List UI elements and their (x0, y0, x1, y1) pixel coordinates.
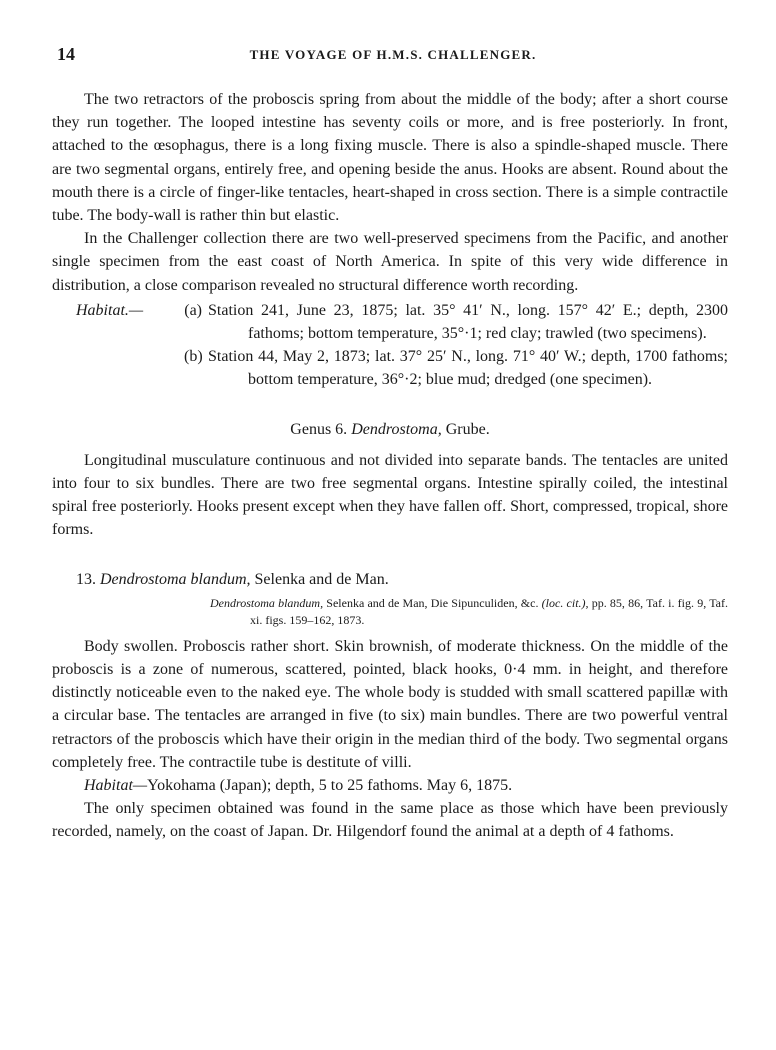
reference-pages: pp. 85, 86, Taf. i. fig. 9, Taf. xi. figs. 159–162, 1873. (250, 595, 729, 627)
running-title: THE VOYAGE OF H.M.S. CHALLENGER. (249, 47, 537, 62)
genus-prefix: Genus 6. (290, 420, 348, 438)
genus-heading (52, 418, 728, 441)
species-author: Selenka and de Man. (254, 570, 389, 588)
habitat-label: Habitat.— (76, 301, 144, 319)
habitat2-label: Habitat— (84, 777, 148, 795)
reference-text: Selenka and de Man, Die Sipunculiden, &c. (326, 595, 539, 610)
paragraph-retractors: The two retractors of the proboscis spring from about the middle of the body; after a short course they run together. The looped intestine has seventy coils or more, and is free posteriorly. In front, attached to the œsophagus, there is a long fixing muscle. There is also a spindle-shaped muscle. There are two segmental organs, entirely free, and opening beside the anus. Hooks are absent. Round about the mouth there is a circle of finger-like tentacles, heart-shaped in cross section. There is a simple contractile tube. The body-wall is rather thin but elastic. (52, 91, 728, 225)
habitat-stations (52, 299, 728, 392)
species-name: Dendrostoma blandum, (100, 570, 251, 588)
page-header (57, 44, 719, 66)
page-number: 14 (57, 44, 75, 64)
reference-loc: (loc. cit.), (541, 595, 589, 610)
habitat-yokohama (52, 774, 728, 797)
genus-name: Dendrostoma, (351, 420, 442, 438)
species-number: 13. (76, 570, 96, 588)
paragraph-challenger-collection: In the Challenger collection there are two well-preserved specimens from the Pacific, and another single specimen from the east coast of North America. In spite of this very wide difference in distribution, a close comparison revealed no structural difference worth recording. (52, 230, 728, 294)
species-heading (52, 568, 728, 591)
habitat-text-b: Station 44, May 2, 1873; lat. 37° 25′ N., long. 71° 40′ W.; depth, 1700 fathoms; bottom temperature, 36°·2; blue mud; dredged (one specimen). (208, 348, 728, 389)
habitat-entry-a (52, 299, 728, 345)
habitat-entry-b (52, 345, 728, 391)
paragraph-genus-description: Longitudinal musculature continuous and not divided into separate bands. The tentacles are united into four to six bundles. There are two free segmental organs. Intestine spirally coiled, the intestinal spiral free posteriorly. Hooks present except when they have fallen off. Short, compressed, tropical, shore forms. (52, 451, 728, 539)
habitat-text-a: Station 241, June 23, 1875; lat. 35° 41′ N., long. 157° 42′ E.; depth, 2300 fathoms; bottom temperature, 35°·1; red clay; trawled (two specimens). (208, 301, 728, 343)
habitat-marker-a: (a) (184, 301, 202, 319)
literature-reference (52, 595, 728, 629)
habitat-marker-b: (b) (184, 348, 203, 366)
paragraph-specimen-note: The only specimen obtained was found in the same place as those which have been previously recorded, namely, on the coast of Japan. Dr. Hilgendorf found the animal at a depth of 4 fathoms. (52, 800, 728, 841)
genus-author: Grube. (445, 420, 490, 438)
reference-name: Dendrostoma blandum, (210, 595, 324, 610)
paragraph-species-description: Body swollen. Proboscis rather short. Skin brownish, of moderate thickness. On the middle of the proboscis is a zone of numerous, scattered, pointed, black hooks, 0·4 mm. in height, and therefore distinctly noticeable even to the naked eye. The whole body is studded with small scattered papillæ with a circular base. The tentacles are arranged in five (to six) main bundles. There are two powerful ventral retractors of the proboscis which have their origin in the median third of the body. Two segmental organs completely free. The contractile tube is destitute of villi. (52, 637, 728, 771)
page-body (52, 88, 728, 844)
habitat2-text: Yokohama (Japan); depth, 5 to 25 fathoms. May 6, 1875. (147, 777, 513, 795)
